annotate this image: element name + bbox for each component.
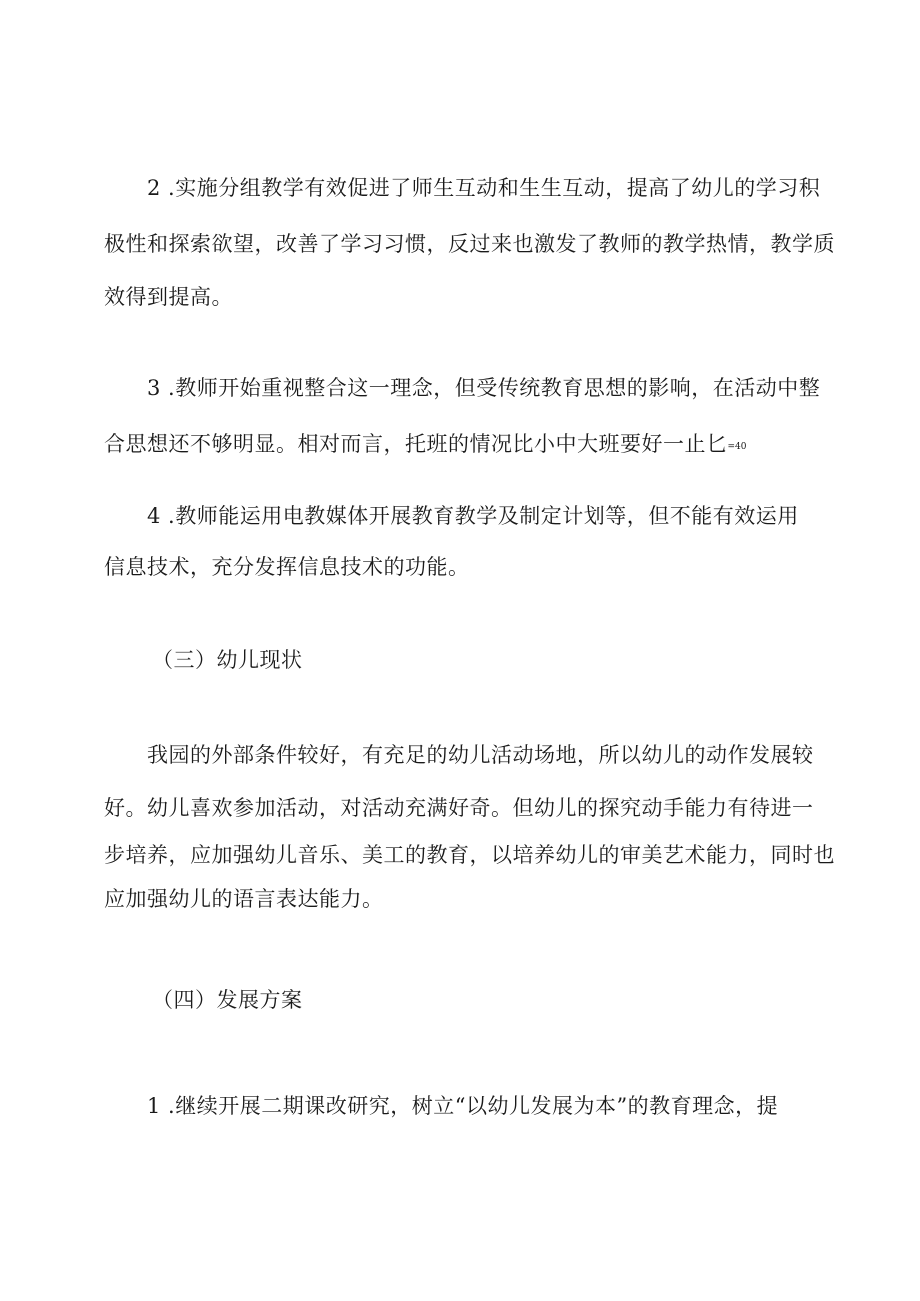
- item-3-mark: =40: [727, 442, 747, 452]
- item-3-line-1: 3 .教师开始重视整合这一理念，但受传统教育思想的影响，在活动中整: [147, 376, 821, 400]
- children-line-2: 好。幼儿喜欢参加活动，对活动充满好奇。但幼儿的探究动手能力有待进一: [104, 796, 814, 820]
- item-4-line-1: 4 .教师能运用电教媒体开展教育教学及制定计划等，但不能有效运用: [147, 504, 799, 528]
- item-2-line-2: 极性和探索欲望，改善了学习习惯，反过来也激发了教师的教学热情，教学质: [104, 232, 835, 256]
- section-heading-4: （四）发展方案: [152, 988, 303, 1012]
- children-line-3: 步培养，应加强幼儿音乐、美工的教育，以培养幼儿的审美艺术能力，同时也: [104, 843, 835, 867]
- item-3-line-2-text: 合思想还不够明显。相对而言，托班的情况比小中大班要好一止匕: [104, 432, 728, 456]
- item-2-line-3: 效得到提高。: [104, 285, 233, 309]
- children-line-1: 我园的外部条件较好，有充足的幼儿活动场地，所以幼儿的动作发展较: [147, 743, 814, 767]
- item-4-line-2: 信息技术，充分发挥信息技术的功能。: [104, 555, 470, 579]
- plan-item-1-line-1: 1 .继续开展二期课改研究，树立“以幼儿发展为本”的教育理念，提: [147, 1094, 779, 1118]
- children-line-4: 应加强幼儿的语言表达能力。: [104, 887, 384, 911]
- section-heading-3: （三）幼儿现状: [152, 648, 303, 672]
- item-3-line-2: [104, 432, 747, 459]
- item-2-line-1: 2 .实施分组教学有效促进了师生互动和生生互动，提高了幼儿的学习积: [147, 176, 821, 200]
